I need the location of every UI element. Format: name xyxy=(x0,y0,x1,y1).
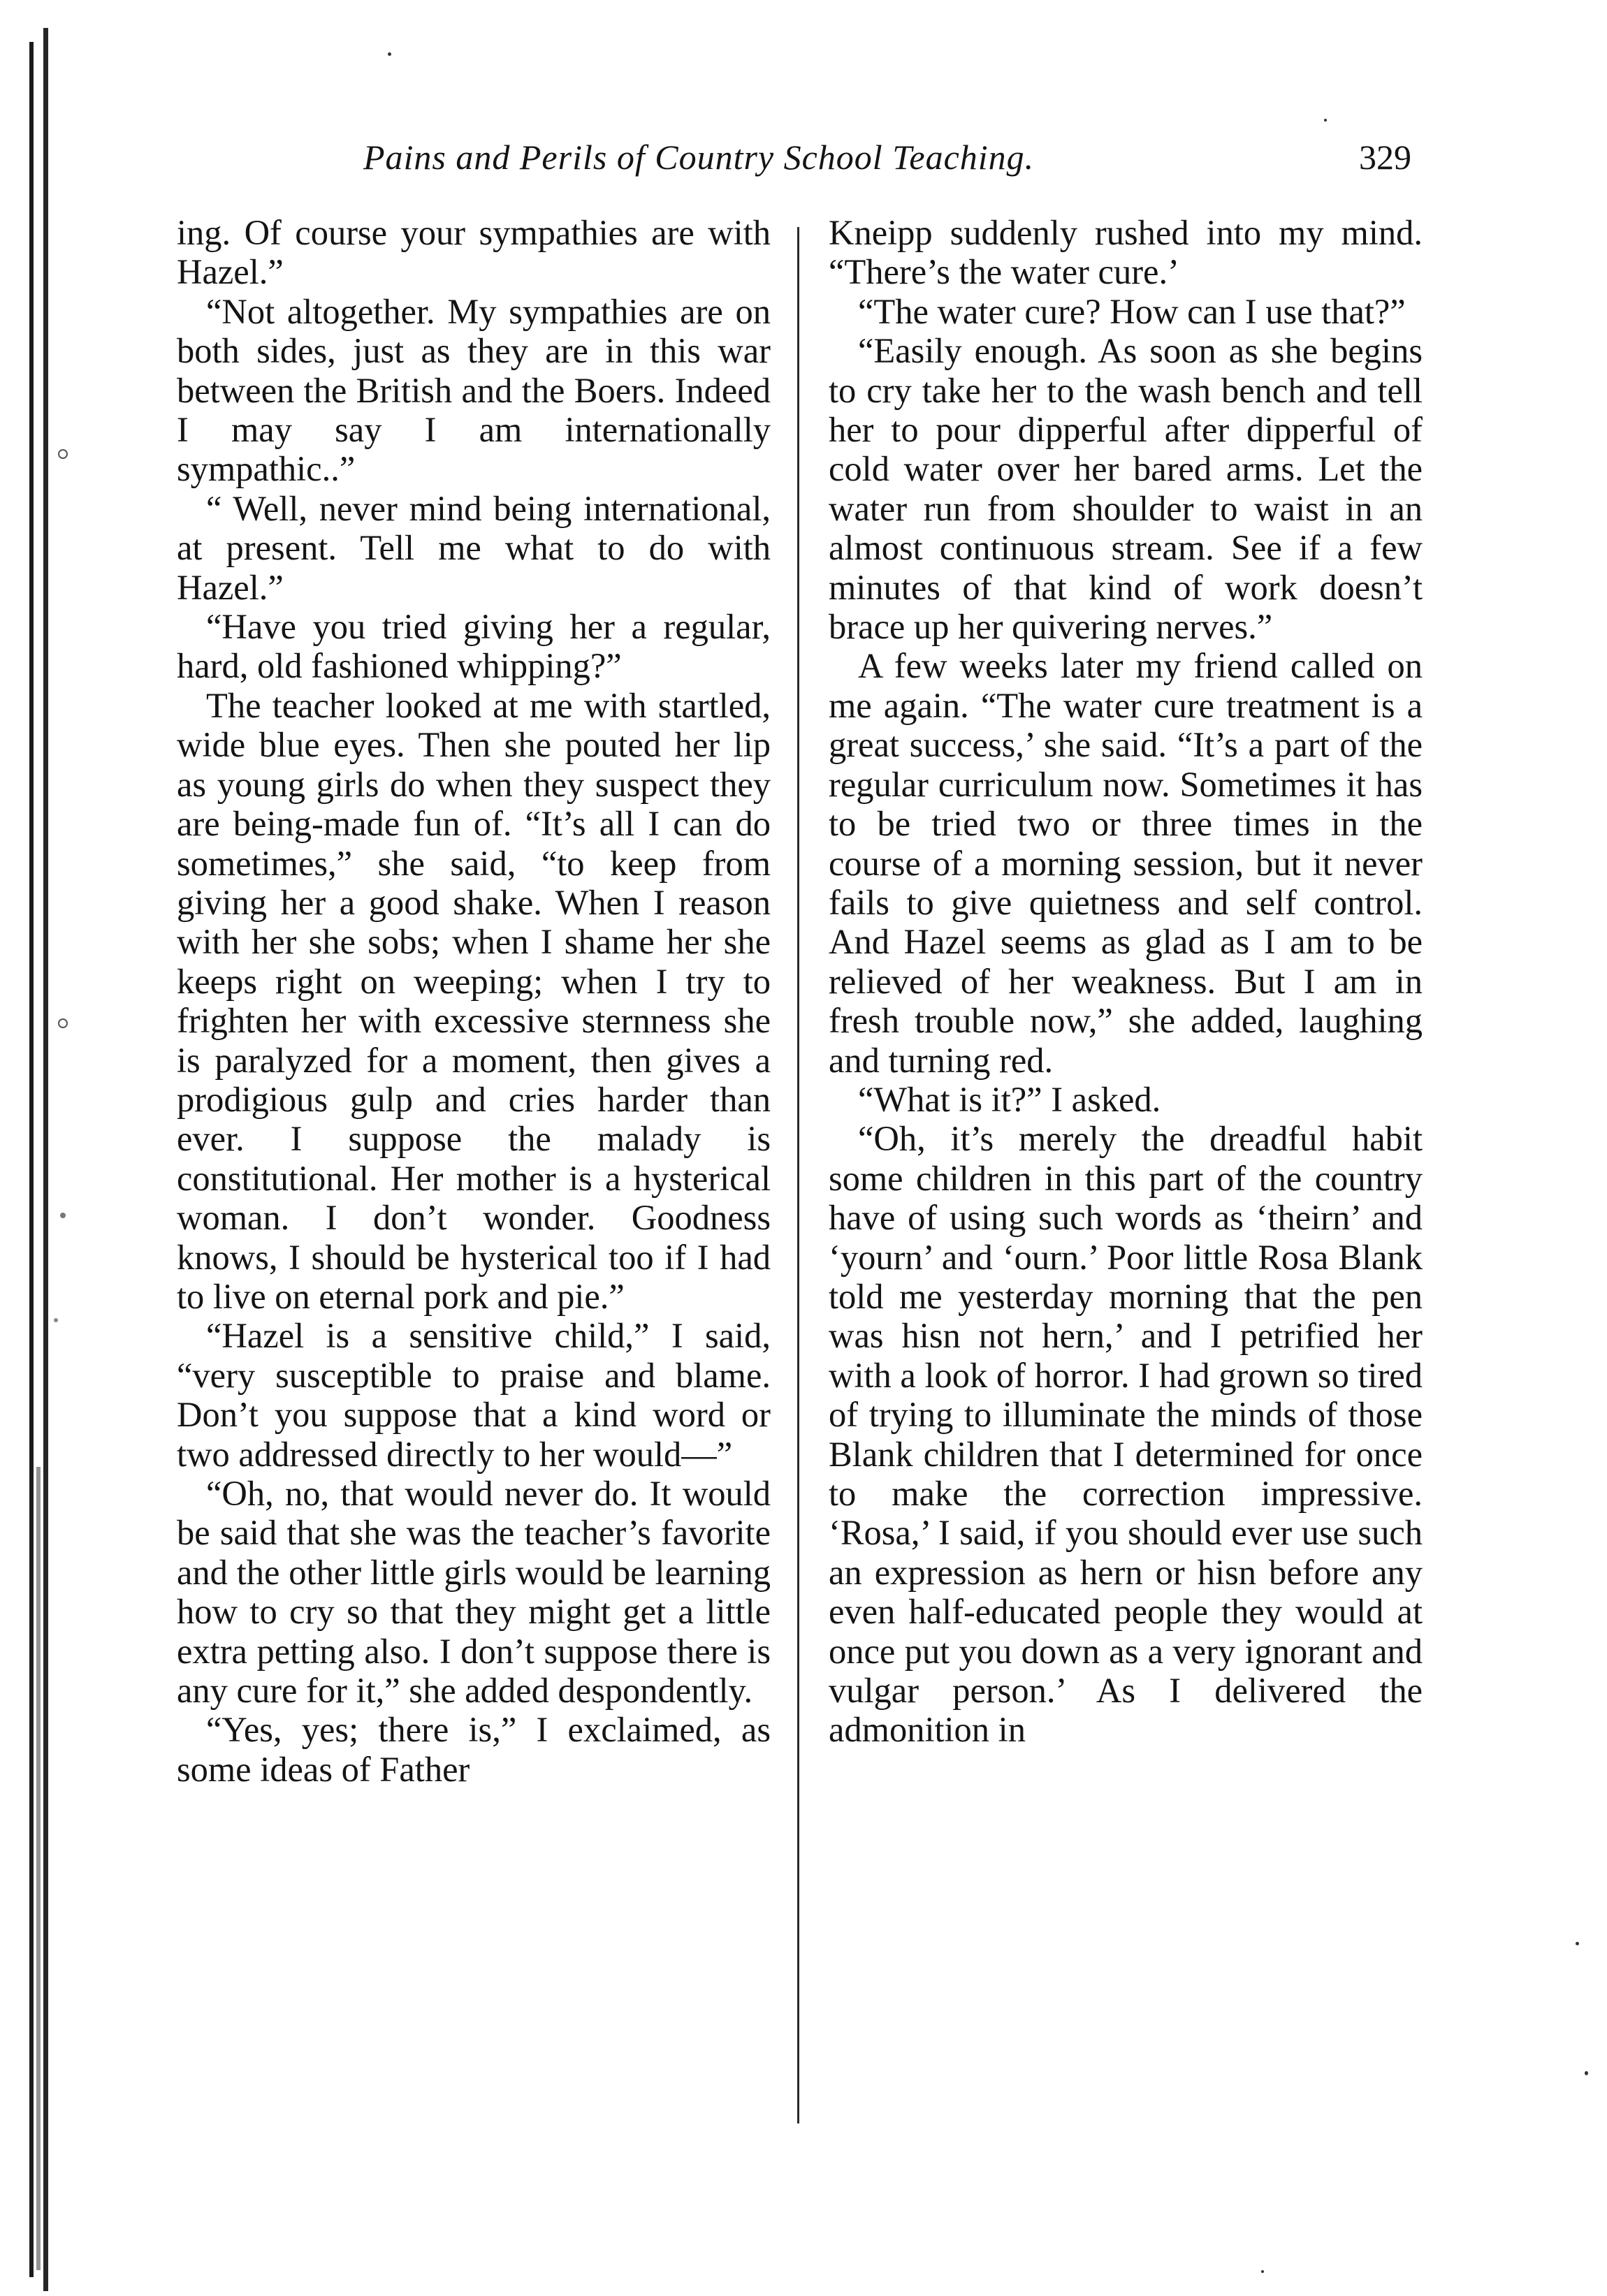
running-title: Pains and Perils of Country School Teaching. xyxy=(363,138,1035,177)
right-column xyxy=(829,213,1423,1750)
paragraph: Kneipp suddenly rushed into my mind. “There’s the water cure.’ xyxy=(829,213,1423,292)
page-number: 329 xyxy=(1359,138,1411,177)
left-column xyxy=(177,213,771,1789)
scan-speck xyxy=(1261,2270,1264,2273)
paragraph: The teacher looked at me with startled, wide blue eyes. Then she pouted her lip as young girls do when they suspect they are being-made fun of. “It’s all I can do sometimes,” she said, “to keep from giving her a good shake. When I reason with her she sobs; when I shame her she keeps right on weeping; when I try to frighten her with excessive sternness she is paralyzed for a moment, then gives a prodigious gulp and cries harder than ever. I suppose the malady is constitutional. Her mother is a hysterical woman. I don’t wonder. Goodness knows, I should be hysterical too if I had to live on eternal pork and pie.” xyxy=(177,685,771,1316)
scan-speck xyxy=(1576,1942,1579,1945)
paragraph: “Oh, no, that would never do. It would be said that she was the teacher’s favorite and the other little girls would be learning how to cry so that they might get a little extra petting also. I don’t suppose there is any cure for it,” she added despondently. xyxy=(177,1474,771,1711)
scan-speck xyxy=(1324,119,1327,122)
paragraph: “Easily enough. As soon as she begins to cry take her to the wash bench and tell her to pour dipperful after dipperful of cold water over her bared arms. Let the water run from shoulder to waist in an almost continuous stream. See if a few minutes of that kind of work doesn’t brace up her quivering nerves.” xyxy=(829,331,1423,647)
book-binding-edge xyxy=(0,0,91,2296)
paragraph: ing. Of course your sympathies are with Hazel.” xyxy=(177,213,771,292)
paragraph: “Have you tried giving her a regular, hard, old fashioned whipping?” xyxy=(177,607,771,686)
scan-speck xyxy=(388,52,391,56)
paragraph: “Oh, it’s merely the dreadful habit some children in this part of the country have of using such words as ‘theirn’ and ‘yourn’ and ‘ourn.’ Poor little Rosa Blank told me yesterday morning that the pen was hisn not hern,’ and I petrified her with a look of horror. I had grown so tired of trying to illuminate the minds of those Blank children that I determined for once to make the correction impressive. ‘Rosa,’ I said, if you should ever use such an expression as hern or hisn before any even half-educated people they would at once put you down as a very ignorant and vulgar person.’ As I delivered the admonition in xyxy=(829,1119,1423,1750)
paragraph: “Hazel is a sensitive child,” I said, “very susceptible to praise and blame. Don’t you suppose that a kind word or two addressed directly to her would—” xyxy=(177,1316,771,1474)
paragraph: “ Well, never mind being international, at present. Tell me what to do with Hazel.” xyxy=(177,488,771,607)
paragraph: “Not altogether. My sympathies are on both sides, just as they are in this war between the British and the Boers. Indeed I may say I am internationally sympathic..” xyxy=(177,291,771,489)
column-divider xyxy=(797,227,799,2123)
paragraph: A few weeks later my friend called on me again. “The water cure treatment is a great success,’ she said. “It’s a part of the regular curriculum now. Sometimes it has to be tried two or three times in the course of a morning session, but it never fails to give quietness and self control. And Hazel seems as glad as I am to be relieved of her weakness. But I am in fresh trouble now,” she added, laughing and turning red. xyxy=(829,646,1423,1080)
paragraph: “Yes, yes; there is,” I exclaimed, as some ideas of Father xyxy=(177,1710,771,1789)
paragraph: “The water cure? How can I use that?” xyxy=(858,291,1406,331)
scan-speck xyxy=(1585,2071,1588,2075)
page-header xyxy=(363,137,1411,193)
paragraph: “What is it?” I asked. xyxy=(858,1079,1161,1119)
